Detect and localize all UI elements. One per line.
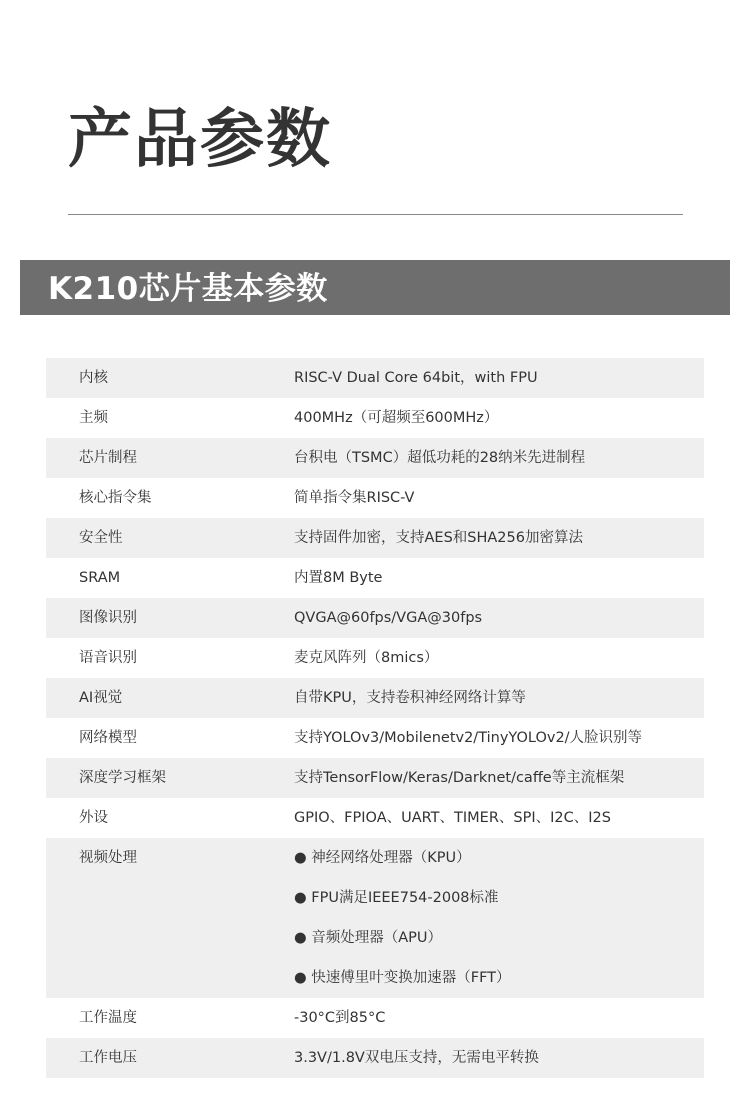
param-label-text: 语音识别 [79,650,137,666]
param-label-text: 安全性 [79,530,123,546]
param-value-text: 支持TensorFlow/Keras/Darknet/caffe等主流框架 [294,770,625,786]
param-value [294,558,704,598]
param-value [294,998,704,1038]
param-value [294,638,704,678]
param-value-text: ● 神经网络处理器（KPU） [294,850,471,866]
param-label [46,798,294,838]
param-label [46,558,294,598]
table-row [46,998,704,1038]
table-row [46,1038,704,1078]
table-row [46,638,704,678]
table-row [46,478,704,518]
param-label-text: 核心指令集 [79,490,152,506]
param-label [46,398,294,438]
section-banner [20,260,730,315]
param-value-text: 3.3V/1.8V双电压支持，无需电平转换 [294,1050,539,1066]
param-label [46,518,294,558]
param-value [294,838,704,998]
param-label [46,358,294,398]
param-label-text: 主频 [79,410,108,426]
param-label [46,478,294,518]
table-row [46,438,704,478]
param-label-text: 工作电压 [79,1050,137,1066]
param-label [46,758,294,798]
param-value-text: 内置8M Byte [294,570,383,586]
table-row [46,798,704,838]
param-value [294,718,704,758]
param-value-text: 简单指令集RISC-V [294,490,415,506]
param-label [46,638,294,678]
page-title: 产品参数 [68,103,332,177]
param-label-text: 内核 [79,370,108,386]
param-value-text: 台积电（TSMC）超低功耗的28纳米先进制程 [294,450,586,466]
param-label-text: 外设 [79,810,108,826]
param-value [294,598,704,638]
param-value [294,438,704,478]
param-label-text: SRAM [79,570,121,586]
table-row [46,718,704,758]
table-row [46,838,704,998]
param-value [294,798,704,838]
param-value-text: 支持YOLOv3/Mobilenetv2/TinyYOLOv2/人脸识别等 [294,730,643,746]
title-divider [68,214,683,215]
param-label-text: AI视觉 [79,690,123,706]
table-row [46,358,704,398]
param-label [46,678,294,718]
param-value-text: ● 音频处理器（APU） [294,930,443,946]
section-title: K210芯片基本参数 [48,271,328,307]
param-label-text: 工作温度 [79,1010,137,1026]
param-value-text: RISC-V Dual Core 64bit，with FPU [294,370,538,386]
param-label-text: 图像识别 [79,610,137,626]
param-label [46,718,294,758]
param-label-text: 网络模型 [79,730,137,746]
param-label [46,1038,294,1078]
param-label-text: 视频处理 [79,850,137,866]
param-value-text: ● FPU满足IEEE754-2008标准 [294,890,499,906]
table-row [46,758,704,798]
param-value [294,1038,704,1078]
param-value [294,758,704,798]
param-label [46,838,294,998]
table-row [46,518,704,558]
param-value [294,478,704,518]
param-value [294,398,704,438]
param-label-text: 深度学习框架 [79,770,166,786]
param-value-text: 支持固件加密，支持AES和SHA256加密算法 [294,530,583,546]
table-row [46,598,704,638]
param-value-text: 自带KPU，支持卷积神经网络计算等 [294,690,526,706]
param-table [46,358,704,1078]
param-value-text: -30°C到85°C [294,1010,386,1026]
param-value-text: QVGA@60fps/VGA@30fps [294,610,483,626]
table-row [46,398,704,438]
param-value [294,358,704,398]
param-label [46,598,294,638]
param-label [46,998,294,1038]
param-label [46,438,294,478]
table-row [46,558,704,598]
param-value [294,518,704,558]
param-label-text: 芯片制程 [79,450,137,466]
param-value-text: GPIO、FPIOA、UART、TIMER、SPI、I2C、I2S [294,810,611,826]
param-value [294,678,704,718]
param-value-text: 400MHz（可超频至600MHz） [294,410,499,426]
param-value-text: 麦克风阵列（8mics） [294,650,439,666]
param-value-text: ● 快速傅里叶变换加速器（FFT） [294,970,511,986]
table-row [46,678,704,718]
